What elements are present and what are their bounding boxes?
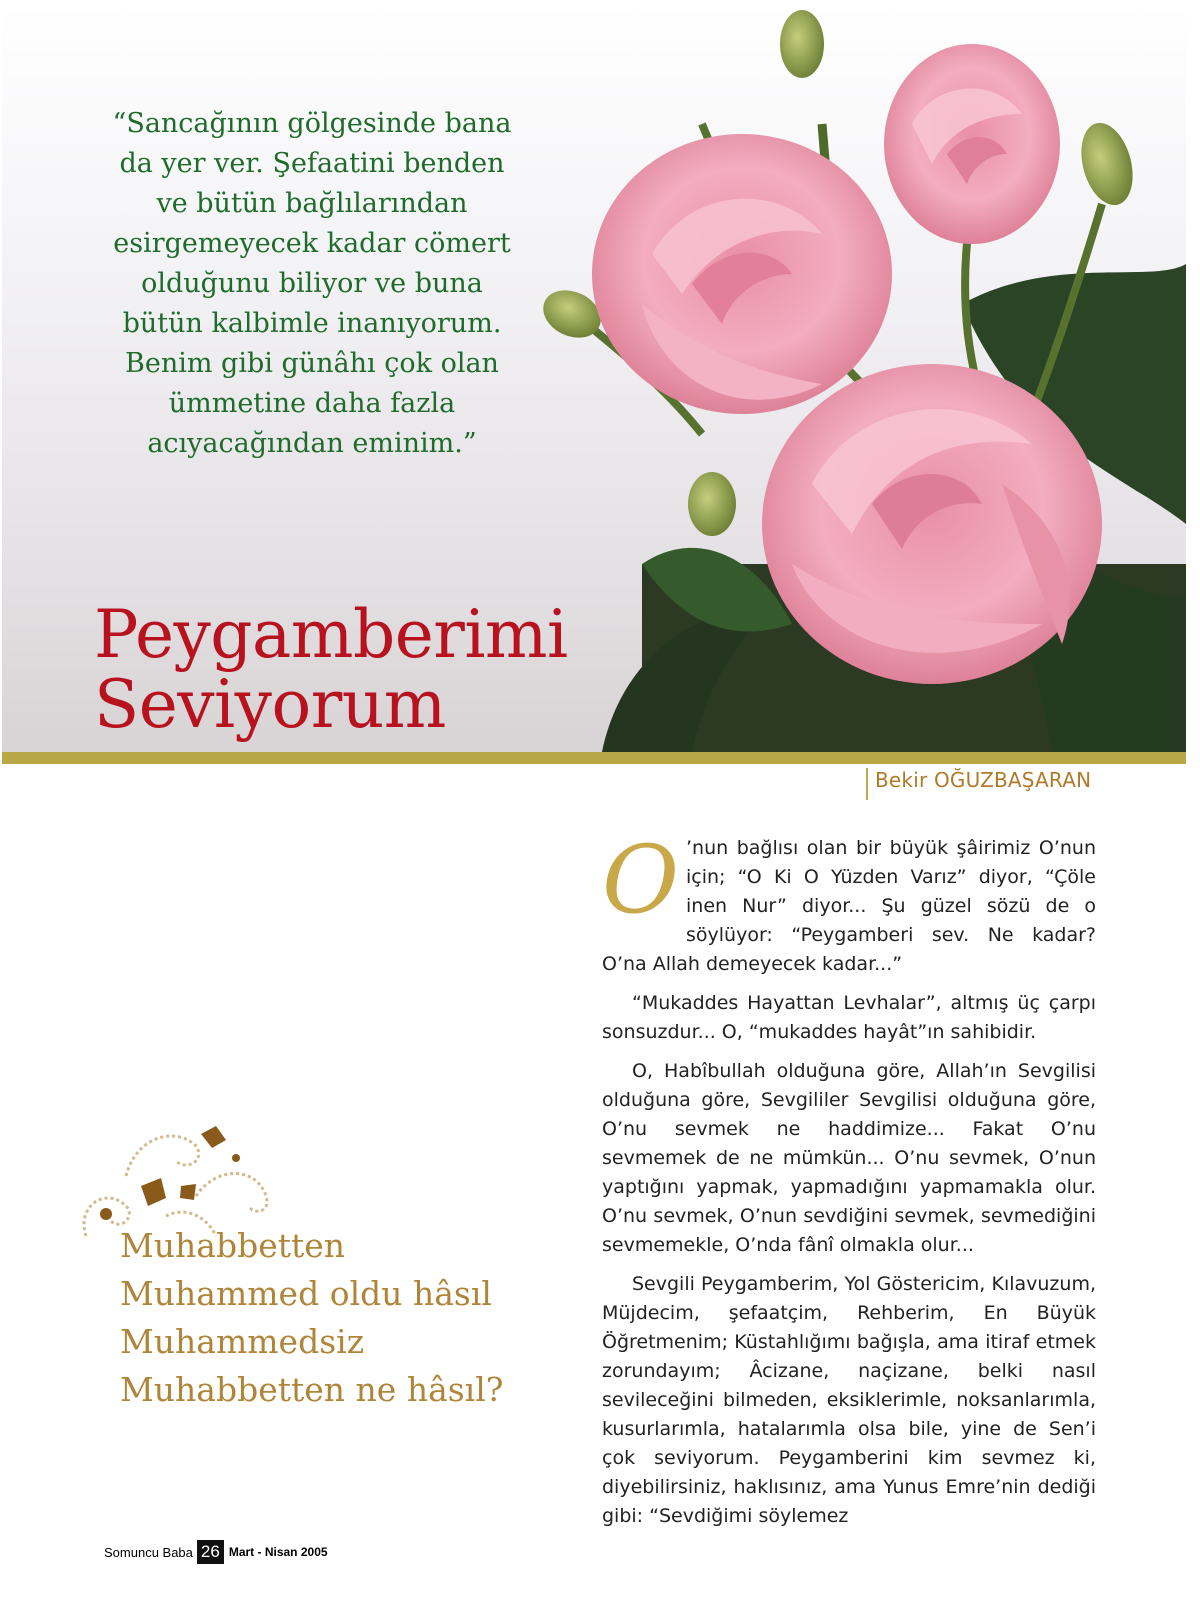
byline-divider xyxy=(866,768,868,800)
poem-line: Muhammed oldu hâsıl xyxy=(120,1274,492,1313)
article-paragraph: Sevgili Peygamberim, Yol Göstericim, Kılavuzum, Müjdecim, şefaatçim, Rehberim, En Büyük Öğretmenim; Küstahlığımı bağışla, ama itiraf etmek zorundayım; Âcizane, naçizane, belki nasıl sevileceğini bilmeden, eksiklerimle, noksanlarımla, kusurlarımla, hatalarımla olsa bile, yine de Sen’i çok seviyorum. Peygamberini kim sevmez ki, diyebilirsiniz, haklısınız, ama Yunus Emre’nin dediği gibi: “Sevdiğimi söylemez xyxy=(602,1273,1096,1527)
magazine-name: Somuncu Baba xyxy=(104,1544,193,1560)
article-body xyxy=(602,826,1096,1541)
poem-verse xyxy=(120,1222,560,1414)
issue-date: Mart - Nisan 2005 xyxy=(228,1545,328,1559)
poem-line: Muhammedsiz xyxy=(120,1322,365,1361)
article-paragraph: O, Habîbullah olduğuna göre, Allah’ın Sevgilisi olduğuna göre, Sevgililer Sevgilisi olduğuna göre, O’nu sevmek ne haddimize... Fakat O’nu sevmemek de ne mümkün... O’nu sevmek, O’nun yaptığını yapmak, yapmadığını yapmamakla olur. O’nu sevmek, O’nun sevdiğini sevmek, sevmediğini sevmemekle, O’nda fânî olmakla olur... xyxy=(602,1060,1096,1256)
page-title-line-2: Seviyorum xyxy=(94,666,446,743)
gold-divider xyxy=(2,752,1186,764)
hero-section xyxy=(2,4,1186,752)
article-paragraph-text: ’nun bağlısı olan bir büyük şâirimiz O’nun için; “O Ki O Yüzden Varız” diyor, “Çöle inen Nur” diyor... Şu güzel sözü de o söylüyor: “Peygamberi sev. Ne kadar? O’na Allah demeyecek kadar...” xyxy=(602,837,1096,975)
author-byline: Bekir OĞUZBAŞARAN xyxy=(875,768,1092,792)
article-paragraph: “Mukaddes Hayattan Levhalar”, altmış üç çarpı sonsuzdur... O, “mukaddes hayât”ın sahibidir. xyxy=(602,992,1096,1043)
page-footer xyxy=(104,1540,328,1564)
poem-line: Muhabbetten xyxy=(120,1226,346,1265)
page-title-line-1: Peygamberimi xyxy=(94,596,568,673)
poem-line: Muhabbetten ne hâsıl? xyxy=(120,1370,504,1409)
hero-quote: “Sancağının gölgesinde bana da yer ver. Şefaatini benden ve bütün bağlılarından esirgemeyecek kadar cömert olduğunu biliyor ve buna bütün kalbimle inanıyorum. Benim gibi günâhı çok olan ümmetine daha fazla acıyacağından eminim.” xyxy=(112,108,512,459)
page-number: 26 xyxy=(197,1540,224,1564)
page-title xyxy=(94,596,614,743)
drop-cap: O xyxy=(602,826,680,935)
article-paragraph xyxy=(602,826,1096,979)
